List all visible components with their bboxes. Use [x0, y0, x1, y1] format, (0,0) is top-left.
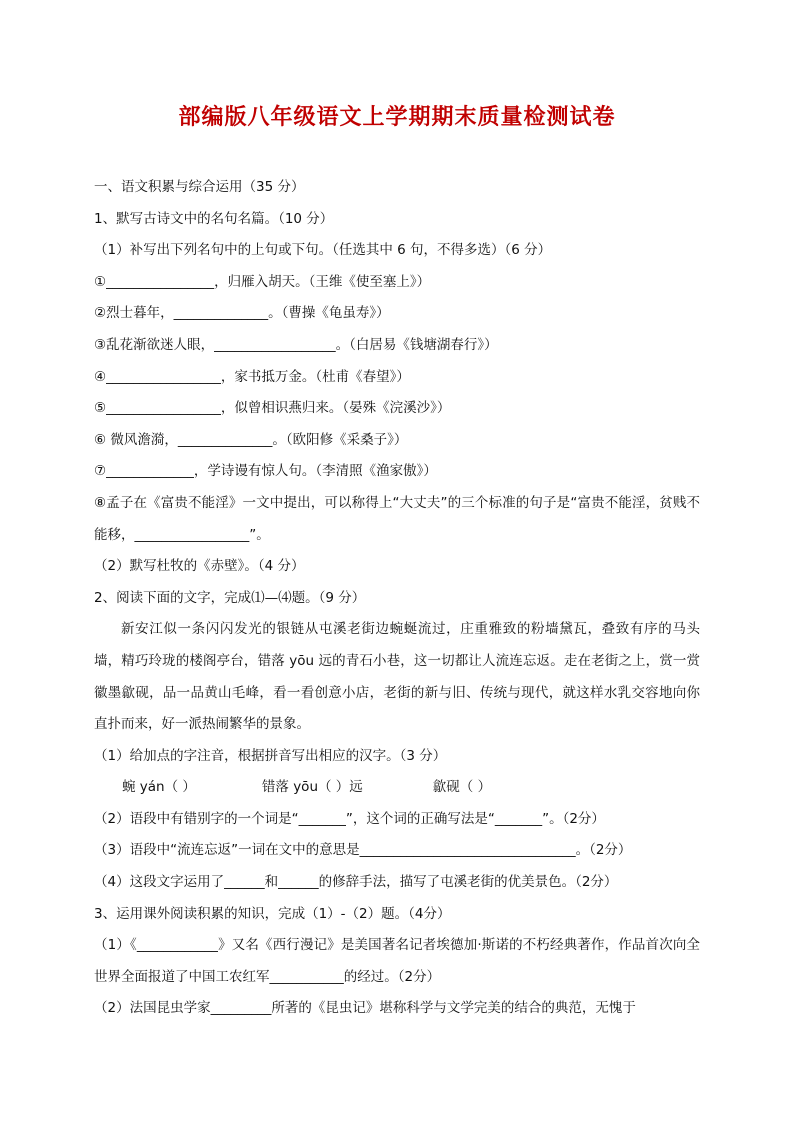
question-2-part-1: （1）给加点的字注音，根据拼音写出相应的汉字。（3 分）: [94, 747, 447, 764]
pinyin-item: 歙砚（ ）: [432, 779, 492, 796]
fill-blank-4: ④_________________，家书抵万金。（杜甫《春望》）: [94, 368, 410, 385]
fill-blank-5: ⑤_________________，似曾相识燕归来。（晏殊《浣溪沙》）: [94, 400, 451, 417]
question-2-part-2: （2）语段中有错别字的一个词是“_______”，这个词的正确写法是“_______”。（2分）: [94, 810, 605, 827]
question-1-part-2: （2）默写杜牧的《赤壁》。（4 分）: [94, 558, 305, 575]
section-heading: 一、语文积累与综合运用（35 分）: [94, 179, 305, 195]
question-3-part-1: （1）《____________》又名《西行漫记》是美国著名记者埃德加·斯诺的不朽经典著作，作品首次向全世界全面报道了中国工农红军___________的经过。（2分）: [94, 937, 700, 985]
question-3-part-2: （2）法国昆虫学家_________所著的《昆虫记》堪称科学与文学完美的结合的典范，无愧于: [94, 1000, 636, 1017]
question-2: 2、阅读下面的文字，完成⑴—⑷题。（9 分）: [94, 589, 366, 606]
fill-blank-7: ⑦_____________，学诗谩有惊人句。（李清照《渔家傲》）: [94, 463, 437, 480]
question-1-part-1: （1）补写出下列名句中的上句或下句。（任选其中 6 句，不得多选）（6 分）: [94, 242, 552, 259]
fill-blank-3: ③乱花渐欲迷人眼，__________________。（白居易《钱塘湖春行》）: [94, 336, 498, 353]
reading-passage: 新安江似一条闪闪发光的银链从屯溪老街边蜿蜒流过，庄重雅致的粉墙黛瓦，叠致有序的马头墙，精巧玲珑的楼阁亭台，错落 yōu 远的青石小巷，这一切都让人流连忘返。走在老街之上，赏一赏徽墨歙砚，品一品黄山毛峰，看一看创意小店，老街的新与旧、传统与现代，就这样水乳交容地向你直扑而来，好一派热闹繁华的景象。: [94, 621, 700, 733]
question-2-part-3: （3）语段中“流连忘返”一词在文中的意思是________________________________。（2分）: [94, 842, 632, 859]
exam-content: [94, 172, 700, 1025]
page-title: 部编版八年级语文上学期期末质量检测试卷: [178, 104, 616, 130]
question-1: 1、默写古诗文中的名句名篇。（10 分）: [94, 210, 334, 227]
pinyin-row: [94, 772, 700, 804]
question-3: 3、运用课外阅读积累的知识，完成（1）-（2）题。（4分）: [94, 905, 451, 922]
pinyin-item: 错落 yōu（ ）远: [261, 779, 363, 796]
fill-blank-1: ①________________，归雁入胡天。（王维《使至塞上》）: [94, 273, 431, 290]
question-2-part-4: （4）这段文字运用了______和______的修辞手法，描写了屯溪老街的优美景色。（2分）: [94, 874, 618, 891]
fill-blank-8: ⑧孟子在《富贵不能淫》一文中提出，可以称得上“大丈夫”的三个标准的句子是“富贵不能淫，贫贱不能移，_________________”。: [94, 494, 700, 543]
fill-blank-2: ②烈士暮年，______________。（曹操《龟虽寿》）: [94, 305, 390, 322]
pinyin-item: 蜿 yán（ ）: [122, 779, 196, 796]
fill-blank-6: ⑥ 微风澹漪，______________。（欧阳修《采桑子》）: [94, 431, 408, 448]
